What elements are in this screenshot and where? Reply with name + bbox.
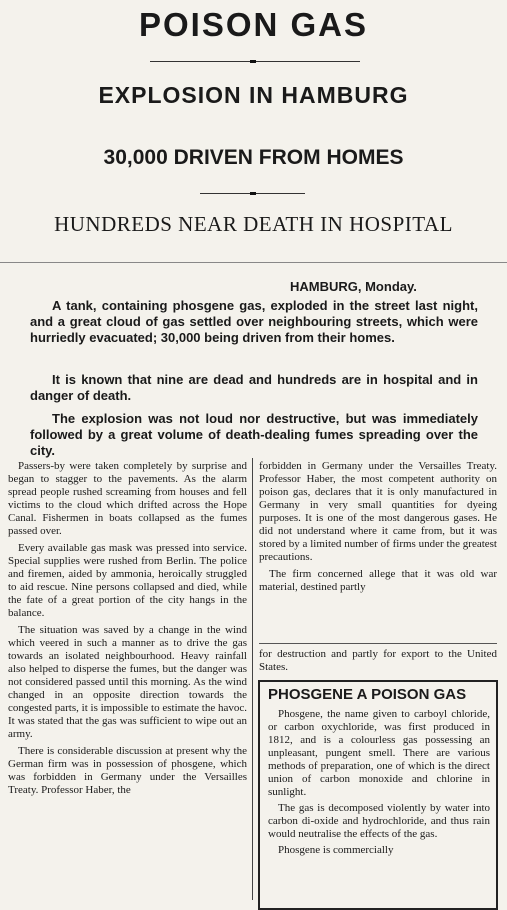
body-paragraph: Every available gas mask was pressed into service. Special supplies were rushed from Berlin. The police and firemen, aided by ammonia, heroically struggled to aid rescue. Nine persons collapsed and died, while the fate of a great portion of the city hangs in the balance. — [8, 542, 247, 619]
sidebar-title: PHOSGENE A POISON GAS — [268, 686, 467, 703]
body-paragraph: for destruction and partly for export to the United States. — [259, 648, 497, 673]
column-break-rule — [259, 643, 497, 644]
dateline: HAMBURG, Monday. — [290, 279, 417, 294]
body-paragraph: The firm concerned allege that it was old war material, destined partly — [259, 568, 497, 593]
sidebar-paragraph: The gas is decomposed violently by water into carbon di-oxide and hydrochloride, and thus rain would neutralise the effects of the gas. — [268, 802, 490, 840]
article-column-right — [259, 460, 497, 598]
rule-ornament — [250, 60, 256, 63]
lead-paragraph: It is known that nine are dead and hundreds are in hospital and in danger of death. — [30, 372, 478, 403]
article-continuation — [259, 648, 497, 678]
main-headline: POISON GAS — [138, 6, 369, 43]
article-column-left — [8, 460, 247, 801]
rule-ornament — [250, 192, 256, 195]
deck-headline-3: HUNDREDS NEAR DEATH IN HOSPITAL — [54, 212, 453, 236]
body-paragraph: forbidden in Germany under the Versailles Treaty. Professor Haber, the most competent authority on poison gas, declares that it is only manufactured in Germany in very small quantities for dyeing purposes. It is one of the most dangerous gases. He did not understand where it came from, but it was stored by a limited number of firms under the greatest precautions. — [259, 460, 497, 563]
sidebar-box — [258, 680, 498, 910]
body-paragraph: There is considerable discussion at present why the German firm was in possession of phosgene, which was forbidden in Germany under the Versailles Treaty. Professor Haber, the — [8, 745, 247, 796]
sidebar-paragraph: Phosgene is commercially — [278, 844, 394, 856]
lead-paragraph: A tank, containing phosgene gas, exploded in the street last night, and a great cloud of gas settled over neighbouring streets, which were hurriedly evacuated; 30,000 being driven from their homes. — [30, 298, 478, 345]
lead-paragraph: The explosion was not loud nor destructive, but was immediately followed by a great volume of death-dealing fumes spreading over the city. — [30, 411, 478, 458]
body-paragraph: The situation was saved by a change in the wind which veered in such a manner as to drive the gas towards an isolated neighbourhood. Heavy rainfall also helped to disperse the fumes, but the danger was not considered passed until this morning. As the wind changed in an opposite direction towards the congested parts, it is impossible to estimate the havoc. It was stated that the gas was sufficient to wipe out an army. — [8, 624, 247, 740]
subhead-rule — [0, 262, 507, 263]
column-divider — [252, 458, 253, 900]
deck-headline-1: EXPLOSION IN HAMBURG — [98, 82, 409, 108]
sidebar-paragraph: Phosgene, the name given to carboyl chloride, or carbon oxychloride, was first produced in 1812, and is a colourless gas possessing an unpleasant, pungent smell. There are various methods of preparation, one of which is the direct union of carbon monoxide and chlorine in sunlight. — [268, 708, 490, 798]
body-paragraph: Passers-by were taken completely by surprise and began to stagger to the pavements. As the alarm spread people rushed screaming from houses and fell victims to the cloud which drifted across the Hope Canal. Fishermen in boats collapsed as the fumes passed over. — [8, 460, 247, 537]
deck-headline-2: 30,000 DRIVEN FROM HOMES — [103, 146, 404, 169]
